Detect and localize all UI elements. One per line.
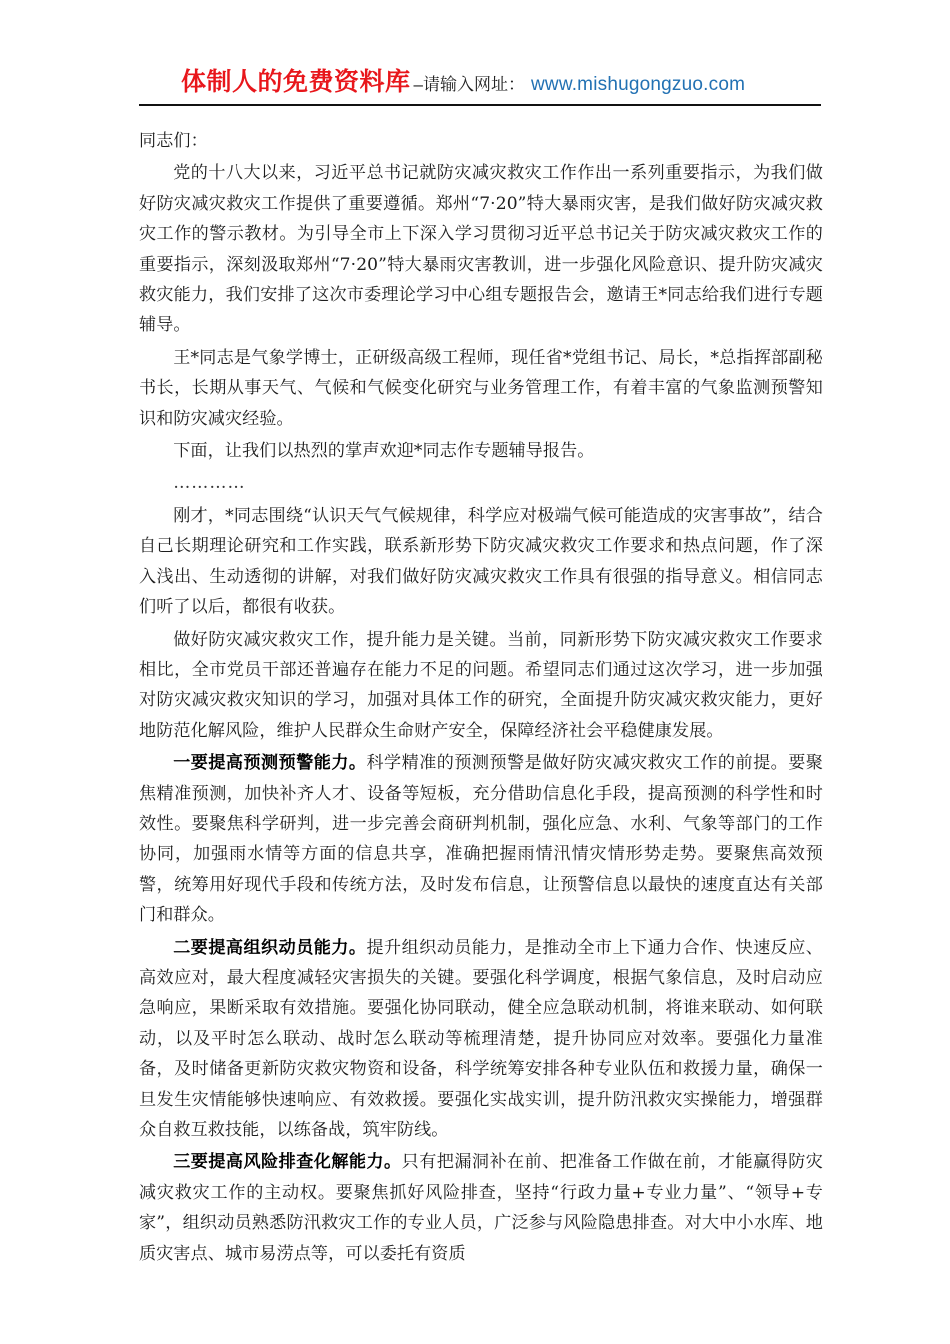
ellipsis-separator: ………… bbox=[173, 473, 246, 494]
document-body bbox=[139, 126, 823, 1271]
section-1 bbox=[139, 748, 823, 930]
section-3-lead: 三要提高风险排查化解能力。 bbox=[173, 1152, 402, 1173]
section-3 bbox=[139, 1147, 823, 1269]
section-2 bbox=[139, 933, 823, 1146]
salutation: 同志们： bbox=[139, 131, 208, 151]
header-divider bbox=[139, 104, 821, 106]
section-3-text: 只有把漏洞补在前、把准备工作做在前，才能赢得防灾减灾救灾工作的主动权。要聚焦抓好风险排查，坚持“行政力量+专业力量”、“领导+专家”，组织动员熟悉防汛救灾工作的专业人员，广泛参与风险隐患排查。对大中小水库、地质灾害点、城市易涝点等，可以委托有资质 bbox=[139, 1152, 823, 1264]
brand-title: 体制人的免费资料库 bbox=[181, 68, 411, 96]
paragraph-1: 党的十八大以来，习近平总书记就防灾减灾救灾工作作出一系列重要指示，为我们做好防灾减灾救灾工作提供了重要遵循。郑州“7·20”特大暴雨灾害，是我们做好防灾减灾救灾工作的警示教材。为引导全市上下深入学习贯彻习近平总书记关于防灾减灾救灾工作的重要指示，深刻汲取郑州“7·20”特大暴雨灾害教训，进一步强化风险意识、提升防灾减灾救灾能力，我们安排了这次市委理论学习中心组专题报告会，邀请王*同志给我们进行专题辅导。 bbox=[139, 163, 823, 336]
section-1-text: 科学精准的预测预警是做好防灾减灾救灾工作的前提。要聚焦精准预测，加快补齐人才、设备等短板，充分借助信息化手段，提高预测的科学性和时效性。要聚焦科学研判，进一步完善会商研判机制，强化应急、水利、气象等部门的工作协同，加强雨水情等方面的信息共享，准确把握雨情汛情灾情形势走势。要聚焦高效预警，统筹用好现代手段和传统方法，及时发布信息，让预警信息以最快的速度直达有关部门和群众。 bbox=[139, 753, 823, 926]
section-2-lead: 二要提高组织动员能力。 bbox=[173, 937, 367, 958]
watermark-header bbox=[139, 62, 821, 110]
paragraph-5: 做好防灾减灾救灾工作，提升能力是关键。当前，同新形势下防灾减灾救灾工作要求相比，全市党员干部还普遍存在能力不足的问题。希望同志们通过这次学习，进一步加强对防灾减灾救灾知识的学习，加强对具体工作的研究，全面提升防灾减灾救灾能力，更好地防范化解风险，维护人民群众生命财产安全，保障经济社会平稳健康发展。 bbox=[139, 629, 823, 741]
watermark-header-line bbox=[139, 62, 821, 104]
brand-website-url[interactable]: www.mishugongzuo.com bbox=[530, 74, 746, 95]
section-2-text: 提升组织动员能力，是推动全市上下通力合作、快速反应、高效应对，最大程度减轻灾害损失的关键。要强化科学调度，根据气象信息，及时启动应急响应，果断采取有效措施。要强化协同联动，健全应急联动机制，将谁来联动、如何联动，以及平时怎么联动、战时怎么联动等梳理清楚，提升协同应对效率。要强化力量准备，及时储备更新防灾救灾物资和设备，科学统筹安排各种专业队伍和救援力量，确保一旦发生灾情能够快速响应、有效救援。要强化实战实训，提升防汛救灾实操能力，增强群众自救互救技能，以练备战，筑牢防线。 bbox=[139, 937, 823, 1140]
brand-separator-text: –请输入网址： bbox=[413, 75, 525, 94]
section-1-lead: 一要提高预测预警能力。 bbox=[173, 753, 367, 774]
paragraph-4: 刚才，*同志围绕“认识天气气候规律，科学应对极端气候可能造成的灾害事故”，结合自己长期理论研究和工作实践，联系新形势下防灾减灾救灾工作要求和热点问题，作了深入浅出、生动透彻的讲解，对我们做好防灾减灾救灾工作具有很强的指导意义。相信同志们听了以后，都很有收获。 bbox=[139, 505, 823, 618]
paragraph-3: 下面，让我们以热烈的掌声欢迎*同志作专题辅导报告。 bbox=[173, 441, 595, 462]
paragraph-2: 王*同志是气象学博士，正研级高级工程师，现任省*党组书记、局长，*总指挥部副秘书长，长期从事天气、气候和气候变化研究与业务管理工作，有着丰富的气象监测预警知识和防灾减灾经验。 bbox=[139, 347, 823, 429]
